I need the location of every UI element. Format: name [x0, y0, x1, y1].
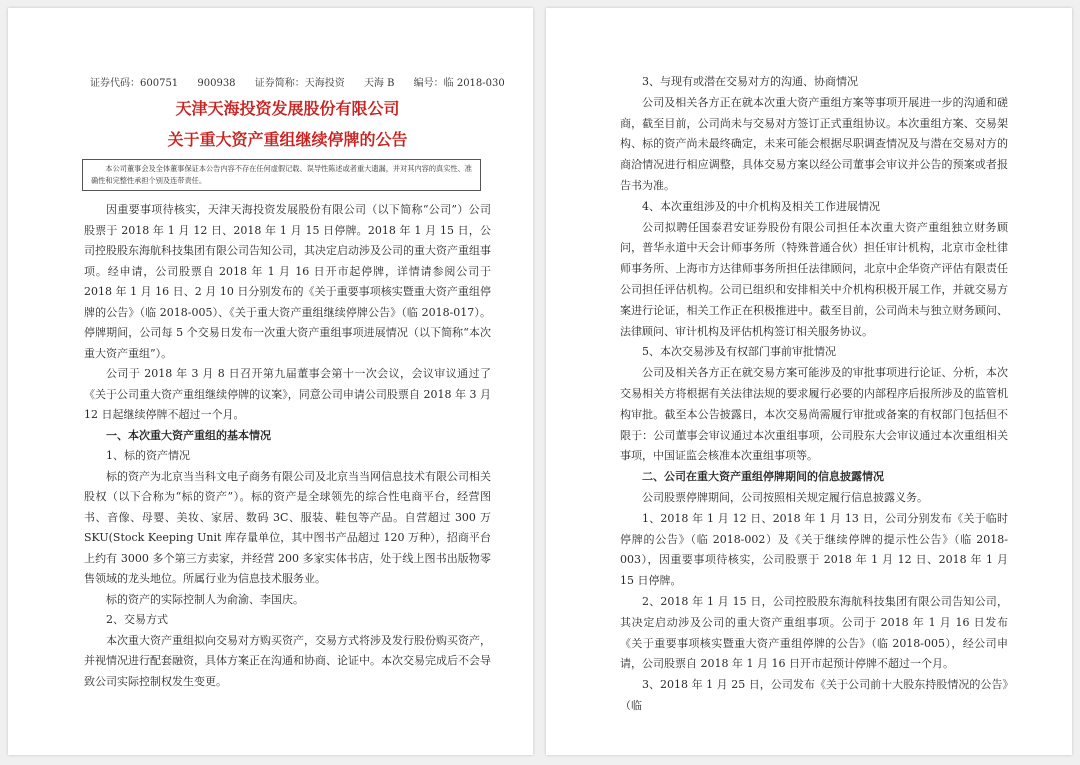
stock-abbr-b: 天海 B [363, 78, 395, 89]
paragraph: 公司及相关各方正在就本次重大资产重组方案等事项开展进一步的沟通和磋商，截至目前，公司尚未与交易对方签订正式重组协议。本次重组方案、交易架构、标的资产尚未最终确定，未来可能会根据尽职调查情况及与潜在交易对方的商洽情况进行相应调整，具体交易方案以经公司董事会审议并公告的预案或者报告书为准。 [620, 95, 1008, 192]
announcement-number: 编号：临 2018-030 [413, 78, 505, 89]
paragraph: 标的资产的实际控制人为俞渝、李国庆。 [106, 592, 304, 606]
section-heading: 一、本次重大资产重组的基本情况 [106, 428, 271, 442]
stock-code-b: 900938 [197, 78, 236, 89]
announcement-title: 关于重大资产重组继续停牌的公告 [167, 130, 408, 149]
paragraph: 公司股票停牌期间，公司按照相关规定履行信息披露义务。 [642, 490, 928, 504]
left-body-text [84, 200, 491, 692]
paragraph: 4、本次重组涉及的中介机构及相关工作进展情况 [642, 199, 880, 213]
paragraph: 标的资产为北京当当科文电子商务有限公司及北京当当网信息技术有限公司相关股权（以下合称为“标的资产”）。标的资产是全球领先的综合性电商平台，经营图书、音像、母婴、美妆、家居、数码 3C、服装、鞋包等产品。自营超过 300 万 SKU(Stock Keeping Unit 库存量单位，其中图书产品超过 120 万种），招商平台上约有 3000 多个第三方卖家，并经营 200 多家实体书店，处于线上图书出版物零售领域的龙头地位。所属行业为信息技术服务业。 [84, 469, 491, 585]
paragraph: 5、本次交易涉及有权部门事前审批情况 [642, 345, 836, 359]
board-notice: 本公司董事会及全体董事保证本公告内容不存在任何虚假记载、误导性陈述或者重大遗漏，并对其内容的真实性、准确性和完整性承担个别及连带责任。 [82, 159, 481, 191]
paragraph: 3、与现有或潜在交易对方的沟通、协商情况 [642, 75, 858, 88]
paragraph: 公司及相关各方正在就交易方案可能涉及的审批事项进行论证、分析，本次交易相关方将根据有关法律法规的要求履行必要的内部程序后报所涉及的监管机构审批。截至本公告披露日，本次交易尚需履行审批或备案的有权部门包括但不限于：公司董事会审议通过本次重组事项，公司股东大会审议通过本次重组相关事项，中国证监会核准本次重组事项等。 [620, 366, 1008, 463]
paragraph: 本次重大资产重组拟向交易对方购买资产，交易方式将涉及发行股份购买资产，并视情况进行配套融资，具体方案正在沟通和协商、论证中。本次交易完成后不会导致公司实际控制权发生变更。 [84, 633, 491, 688]
company-title: 天津天海投资发展股份有限公司 [175, 99, 400, 118]
stock-abbr: 证券简称：天海投资 [254, 78, 345, 89]
paragraph: 2、交易方式 [106, 613, 168, 626]
paragraph: 公司于 2018 年 3 月 8 日召开第九届董事会第十一次会议，会议审议通过了《关于公司重大资产重组继续停牌的议案》，同意公司申请公司股票自 2018 年 3 月 12 日起继续停牌不超过一个月。 [84, 367, 491, 421]
stock-code: 证券代码：600751 [90, 78, 179, 89]
left-page [8, 8, 533, 755]
paragraph: 2、2018 年 1 月 15 日，公司控股股东海航科技集团有限公司告知公司，其决定启动涉及公司的重大资产重组事项。公司于 2018 年 1 月 16 日发布《关于重要事项核实暨重大资产重组停牌的公告》（临 2018-005），经公司申请，公司股票自 2018 年 1 月 16 日开市起预计停牌不超过一个月。 [620, 594, 1008, 671]
right-body-text [620, 72, 1008, 717]
header-line [90, 74, 505, 89]
right-page [546, 8, 1072, 755]
section-heading: 二、公司在重大资产重组停牌期间的信息披露情况 [642, 470, 884, 484]
paragraph: 公司拟聘任国泰君安证券股份有限公司担任本次重大资产重组独立财务顾问，普华永道中天会计师事务所（特殊普通合伙）担任审计机构，北京市金杜律师事务所、上海市方达律师事务所担任法律顾问，北京中企华资产评估有限责任公司担任评估机构。公司已组织和安排相关中介机构积极开展工作，并就交易方案进行论证，相关工作正在积极推进中。截至目前，公司尚未与独立财务顾问、法律顾问、审计机构及评估机构签订相关服务协议。 [620, 220, 1008, 338]
paragraph: 3、2018 年 1 月 25 日，公司发布《关于公司前十大股东持股情况的公告》（临 [620, 678, 1008, 712]
paragraph: 因重要事项待核实，天津天海投资发展股份有限公司（以下简称“公司”）公司股票于 2018 年 1 月 12 日、2018 年 1 月 15 日停牌。2018 年 1 月 15 日，公司控股股东海航科技集团有限公司告知公司，其决定启动涉及公司的重大资产重组事项。经申请，公司股票自 2018 年 1 月 16 日开市起停牌，详情请参阅公司于 2018 年 1 月 16 日、2 月 10 日分别发布的《关于重要事项核实暨重大资产重组停牌的公告》（临 2018-005）、《关于重大资产重组继续停牌公告》（临 2018-017）。停牌期间，公司每 5 个交易日发布一次重大资产重组事项进展情况（以下简称“本次重大资产重组”）。 [84, 203, 491, 360]
paragraph: 1、标的资产情况 [106, 449, 190, 462]
paragraph: 1、2018 年 1 月 12 日、2018 年 1 月 13 日，公司分别发布《关于临时停牌的公告》（临 2018-002）及《关于继续停牌的提示性公告》（临 2018-003），因重要事项待核实，公司股票于 2018 年 1 月 12 日、2018 年 1 月 15 日停牌。 [620, 511, 1008, 588]
